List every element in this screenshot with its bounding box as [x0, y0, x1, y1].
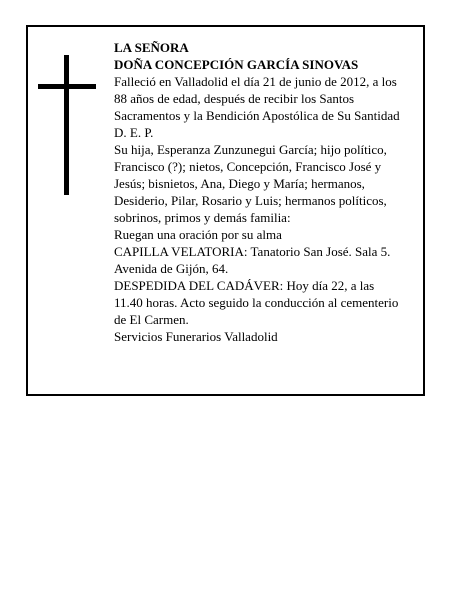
cross-horizontal-bar — [38, 84, 96, 89]
body-line-2: 88 años de edad, después de recibir los Santos — [114, 91, 355, 106]
body-line-13: DESPEDIDA DEL CADÁVER: Hoy día 22, a las — [114, 278, 375, 293]
body-line-4: D. E. P. — [114, 125, 154, 140]
notice-title-line-2: DOÑA CONCEPCIÓN GARCÍA SINOVAS — [114, 57, 359, 72]
body-line-16: Servicios Funerarios Valladolid — [114, 329, 278, 344]
body-line-5: Su hija, Esperanza Zunzunegui García; hijo político, — [114, 142, 387, 157]
body-line-6: Francisco (?); nietos, Concepción, Francisco José y — [114, 159, 382, 174]
body-line-9: sobrinos, primos y demás familia: — [114, 210, 291, 225]
body-line-7: Jesús; bisnietos, Ana, Diego y María; hermanos, — [114, 176, 365, 191]
body-line-10: Ruegan una oración por su alma — [114, 227, 282, 242]
notice-title-line-1: LA SEÑORA — [114, 40, 189, 55]
body-line-3: Sacramentos y la Bendición Apostólica de Su Santidad — [114, 108, 400, 123]
body-line-8: Desiderio, Pilar, Rosario y Luis; hermanos políticos, — [114, 193, 387, 208]
body-line-11: CAPILLA VELATORIA: Tanatorio San José. Sala 5. — [114, 244, 391, 259]
cross-vertical-bar — [64, 55, 69, 195]
obituary-text — [114, 39, 418, 345]
body-line-1: Falleció en Valladolid el día 21 de junio de 2012, a los — [114, 74, 397, 89]
body-line-14: 11.40 horas. Acto seguido la conducción al cementerio — [114, 295, 399, 310]
body-line-15: de El Carmen. — [114, 312, 189, 327]
body-line-12: Avenida de Gijón, 64. — [114, 261, 229, 276]
latin-cross-icon — [0, 0, 1, 1]
